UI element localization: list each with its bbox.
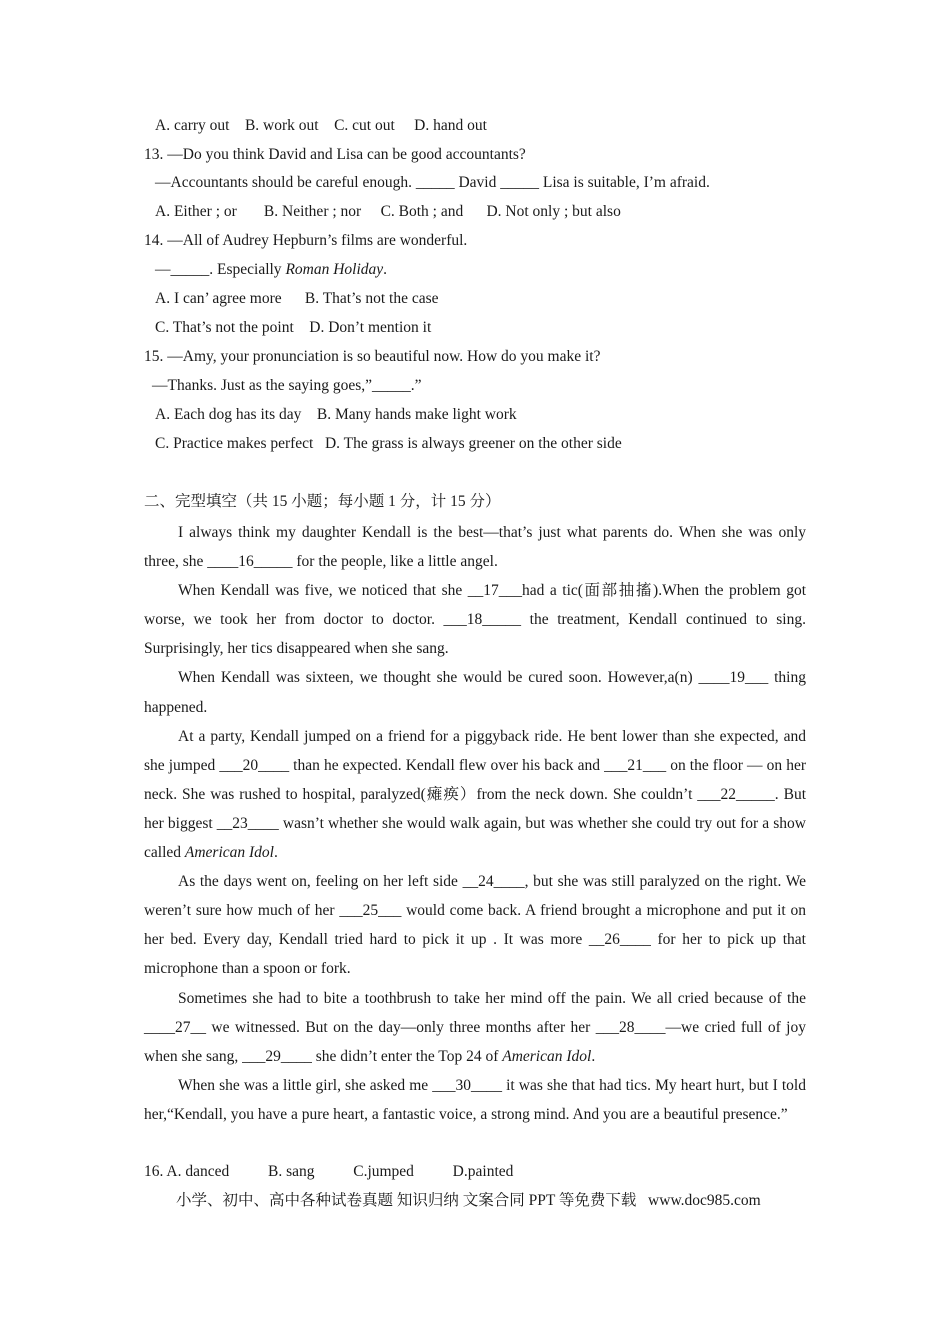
q15-options-1: A. Each dog has its day B. Many hands make light work (155, 406, 517, 423)
passage-paragraph: At a party, Kendall jumped on a friend for a piggyback ride. He bent lower than she expected, and she jumped ___20____ than he expected. Kendall flew over his back and ___21___ on the floor — on her neck. She was rushed to hospital, paralyzed(瘫痪）from the neck down. She couldn’t ___22_____. But her biggest __23____ wasn’t whether she would walk again, but was whether she could try out for a show called American Idol. (144, 727, 806, 862)
passage-paragraph: When Kendall was sixteen, we thought she would be cured soon. However,a(n) ____19___ thing happened. (144, 669, 806, 716)
q13-options: A. Either ; or B. Neither ; nor C. Both ; and D. Not only ; but also (155, 203, 621, 220)
q15-stem: 15. —Amy, your pronunciation is so beautiful now. How do you make it? (144, 348, 601, 365)
q14-stem: 14. —All of Audrey Hepburn’s films are wonderful. (144, 232, 468, 249)
q16-options: 16. A. danced B. sang C.jumped D.painted (144, 1163, 514, 1180)
passage-paragraph: Sometimes she had to bite a toothbrush to take her mind off the pain. We all cried because of the ____27__ we witnessed. But on the day—only three months after her ___28____—we cried full of joy when she sang, ___29____ she didn’t enter the Top 24 of American Idol. (144, 989, 806, 1065)
footer-text: 小学、初中、高中各种试卷真题 知识归纳 文案合同 PPT 等免费下载 www.doc985.com (176, 1192, 761, 1209)
passage-paragraph: I always think my daughter Kendall is the best—that’s just what parents do. When she was only three, she ____16_____ for the people, like a little angel. (144, 524, 806, 571)
passage-paragraph: When Kendall was five, we noticed that she __17___had a tic(面部抽搐).When the problem got worse, we took her from doctor to doctor. ___18_____ the treatment, Kendall continued to sing. Surprisingly, her tics disappeared when she sang. (144, 582, 806, 658)
passage-paragraph: As the days went on, feeling on her left side __24____, but she was still paralyzed on the right. We weren’t sure how much of her ___25___ would come back. A friend brought a microphone and put it on her bed. Every day, Kendall tried hard to pick it up . It was more __26____ for her to pick up that microphone than a spoon or fork. (144, 873, 806, 978)
q13-reply: —Accountants should be careful enough. _____ David _____ Lisa is suitable, I’m afraid. (155, 174, 710, 191)
cloze-passage (144, 518, 806, 1129)
q14-options-2: C. That’s not the point D. Don’t mention it (155, 319, 432, 336)
q15-options-2: C. Practice makes perfect D. The grass is always greener on the other side (155, 435, 622, 452)
section-heading: 二、完型填空（共 15 小题；每小题 1 分，计 15 分） (144, 493, 501, 510)
passage-paragraph: When she was a little girl, she asked me ___30____ it was she that had tics. My heart hurt, but I told her,“Kendall, you have a pure heart, a fantastic voice, a strong mind. And you are a beautiful presence.” (144, 1076, 806, 1123)
q13-stem: 13. —Do you think David and Lisa can be good accountants? (144, 146, 526, 163)
q14-options-1: A. I can’ agree more B. That’s not the case (155, 290, 439, 307)
q12-options: A. carry out B. work out C. cut out D. hand out (155, 117, 487, 134)
q14-reply: —_____. Especially Roman Holiday. (155, 261, 388, 278)
q15-reply: —Thanks. Just as the saying goes,”_____.” (152, 377, 422, 394)
